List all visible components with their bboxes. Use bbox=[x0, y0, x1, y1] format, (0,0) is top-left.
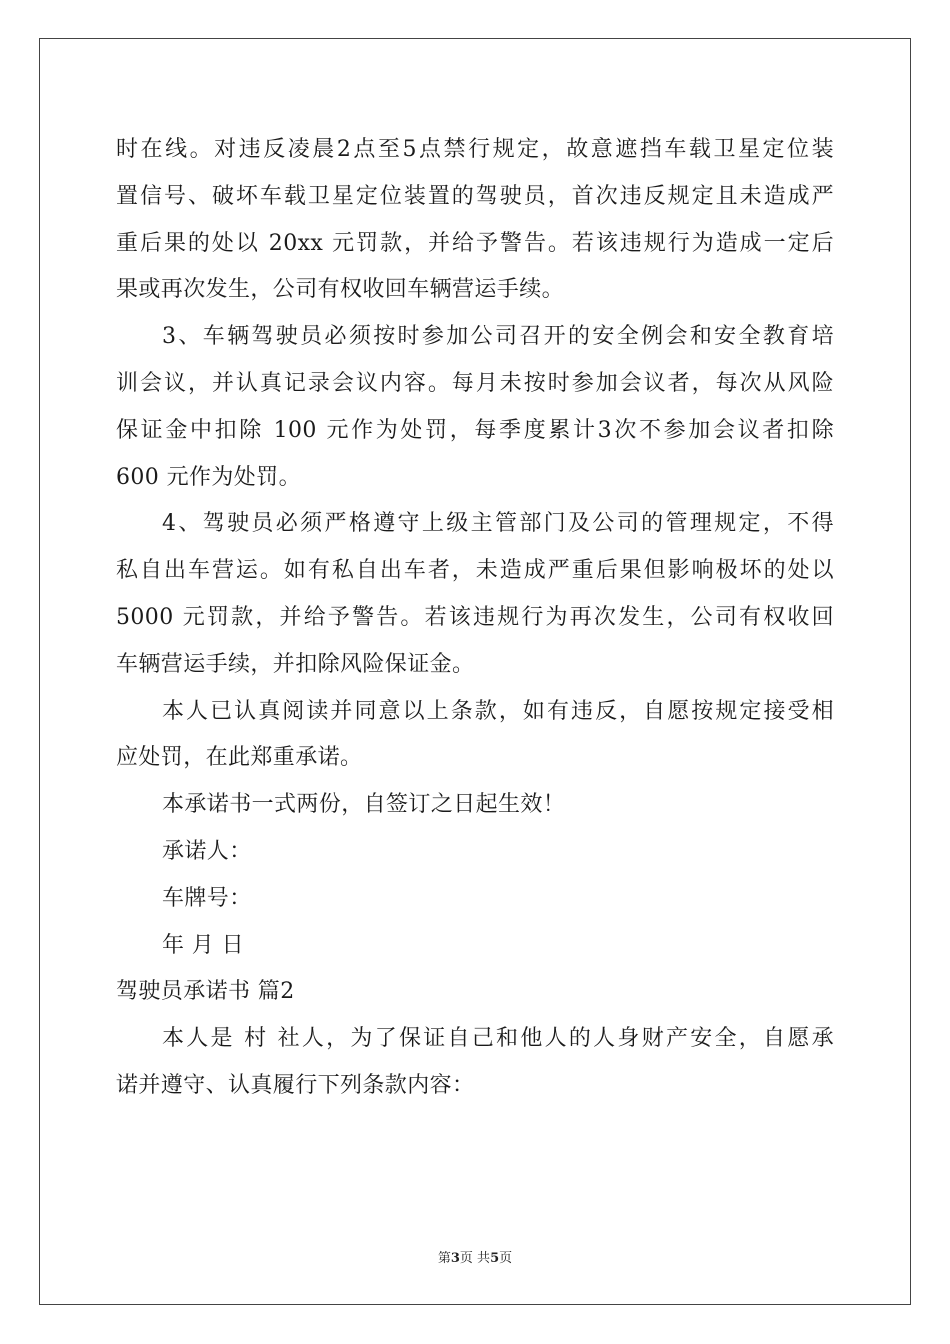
text-line: 本人已认真阅读并同意以上条款，如有违反，自愿按规定接受相 bbox=[162, 698, 834, 724]
text-line: 本承诺书一式两份，自签订之日起生效！ bbox=[162, 792, 566, 818]
text-line: 保证金中扣除 100 元作为处罚，每季度累计3次不参加会议者扣除 bbox=[116, 417, 834, 443]
text-line: 训会议，并认真记录会议内容。每月未按时参加会议者，每次从风险 bbox=[116, 370, 834, 396]
paragraph-p5 bbox=[116, 782, 834, 829]
text-line: 600 元作为处罚。 bbox=[116, 464, 301, 490]
document-body bbox=[116, 127, 834, 1110]
paragraph-p3 bbox=[116, 501, 834, 688]
paragraph-p10 bbox=[116, 1016, 834, 1110]
paragraph-p6 bbox=[116, 829, 834, 876]
text-line: 驾驶员承诺书 篇2 bbox=[116, 979, 295, 1005]
page-mid: 页 共 bbox=[459, 1251, 491, 1266]
paragraph-p1 bbox=[116, 127, 834, 314]
text-line: 车牌号： bbox=[162, 885, 252, 911]
text-line: 承诺人： bbox=[162, 838, 252, 864]
text-line: 时在线。对违反凌晨2点至5点禁行规定，故意遮挡车载卫星定位装 bbox=[116, 137, 834, 162]
text-line: 年 月 日 bbox=[162, 932, 244, 958]
page-suffix: 页 bbox=[499, 1251, 513, 1266]
text-line: 本人是 村 社人，为了保证自己和他人的人身财产安全，自愿承 bbox=[162, 1026, 834, 1052]
text-line: 车辆营运手续，并扣除风险保证金。 bbox=[116, 651, 475, 677]
text-line: 果或再次发生，公司有权收回车辆营运手续。 bbox=[116, 277, 565, 303]
page-current: 3 bbox=[450, 1251, 460, 1266]
text-line: 私自出车营运。如有私自出车者，未造成严重后果但影响极坏的处以 bbox=[116, 558, 834, 584]
paragraph-p9 bbox=[116, 969, 834, 1016]
page-footer bbox=[0, 1247, 950, 1266]
paragraph-p7 bbox=[116, 876, 834, 923]
page-total: 5 bbox=[490, 1251, 500, 1266]
paragraph-p8 bbox=[116, 923, 834, 970]
paragraph-p4 bbox=[116, 689, 834, 783]
paragraph-p2 bbox=[116, 314, 834, 501]
page-prefix: 第 bbox=[437, 1251, 451, 1266]
text-line: 置信号、破坏车载卫星定位装置的驾驶员，首次违反规定且未造成严 bbox=[116, 183, 834, 209]
text-line: 5000 元罚款，并给予警告。若该违规行为再次发生，公司有权收回 bbox=[116, 604, 834, 630]
text-line: 4、驾驶员必须严格遵守上级主管部门及公司的管理规定，不得 bbox=[162, 511, 834, 537]
text-line: 应处罚，在此郑重承诺。 bbox=[116, 745, 363, 771]
text-line: 3、车辆驾驶员必须按时参加公司召开的安全例会和安全教育培 bbox=[162, 324, 834, 350]
text-line: 重后果的处以 20xx 元罚款，并给予警告。若该违规行为造成一定后 bbox=[116, 230, 834, 256]
text-line: 诺并遵守、认真履行下列条款内容： bbox=[116, 1072, 475, 1098]
